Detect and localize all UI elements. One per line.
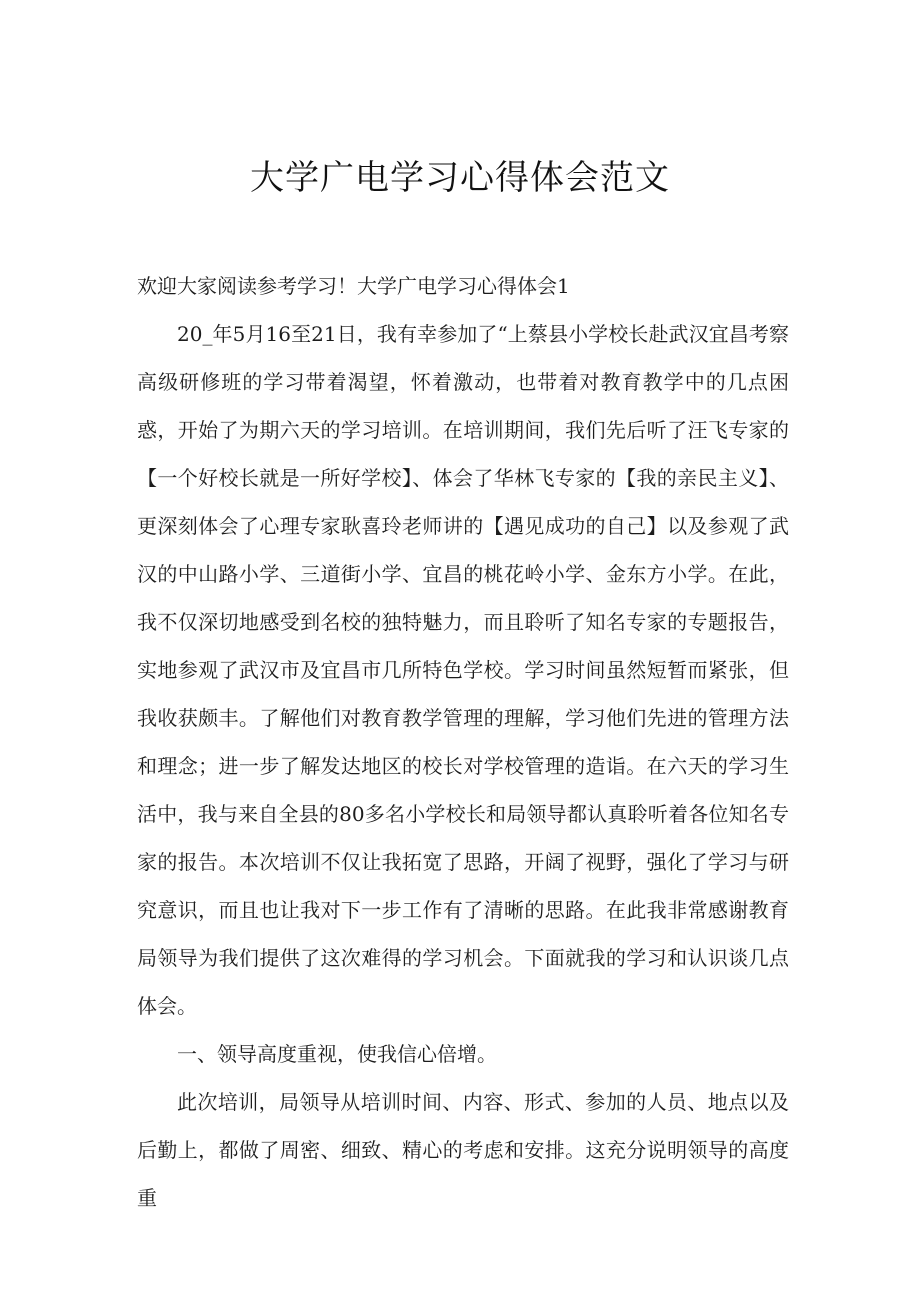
document-title: 大学广电学习心得体会范文 (250, 158, 670, 198)
paragraph-main: 20_年5月16至21日，我有幸参加了“上蔡县小学校长赴武汉宜昌考察高级研修班的学习带着渴望，怀着激动，也带着对教育教学中的几点困惑，开始了为期六天的学习培训。在培训期间，我们先后听了汪飞专家的【一个好校长就是一所好学校】、体会了华林飞专家的【我的亲民主义】、更深刻体会了心理专家耿喜玲老师讲的【遇见成功的自己】以及参观了武汉的中山路小学、三道街小学、宜昌的桃花岭小学、金东方小学。在此，我不仅深切地感受到名校的独特魅力，而且聆听了知名专家的专题报告，实地参观了武汉市及宜昌市几所特色学校。学习时间虽然短暂而紧张，但我收获颇丰。了解他们对教育教学管理的理解，学习他们先进的管理方法和理念；进一步了解发达地区的校长对学校管理的造诣。在六天的学习生活中，我与来自全县的80多名小学校长和局领导都认真聆听着各位知名专家的报告。本次培训不仅让我拓宽了思路，开阔了视野，强化了学习与研究意识，而且也让我对下一步工作有了清晰的思路。在此我非常感谢教育局领导为我们提供了这次难得的学习机会。下面就我的学习和认识谈几点体会。 (137, 322, 789, 1018)
document-body (137, 262, 789, 1222)
paragraph-section-heading: 一、领导高度重视，使我信心倍增。 (177, 1042, 497, 1066)
paragraph-section-body: 此次培训，局领导从培训时间、内容、形式、参加的人员、地点以及后勤上，都做了周密、细致、精心的考虑和安排。这充分说明领导的高度重 (137, 1090, 789, 1210)
paragraph-intro: 欢迎大家阅读参考学习！大学广电学习心得体会1 (137, 274, 570, 298)
